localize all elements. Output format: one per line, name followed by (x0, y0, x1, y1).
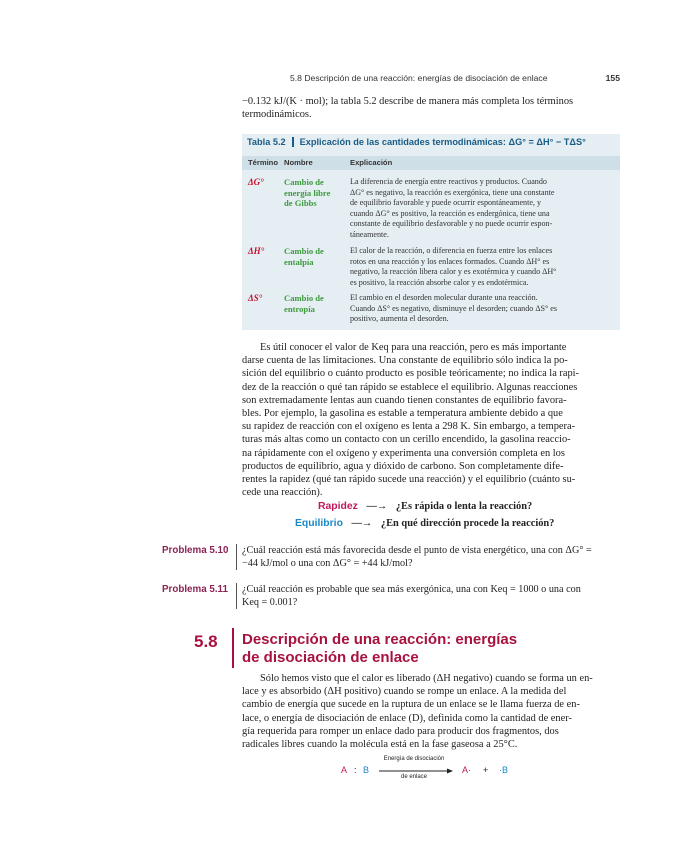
explanation-line: ΔG° es negativo, la reacción es exergónica, tiene una constante (350, 187, 555, 197)
section-line: Sólo hemos visto que el calor es liberado (ΔH negativo) cuando se forma un en- (260, 673, 593, 684)
paragraph-line: turas más altas como un contacto con un cerillo encendido, la gasolina reaccio- (242, 434, 571, 446)
section-paragraph (242, 672, 620, 751)
arrow-icon: —→ (351, 518, 373, 529)
explanation-line: constante de equilibrio desfavorable y no puede ocurrir espon- (350, 219, 553, 229)
problem-line: Keq = 0.001? (242, 597, 298, 608)
paragraph-line: bles. Por ejemplo, la gasolina es estable a temperatura ambiente debido a que (242, 408, 563, 420)
section-line: lace, o energía de disociación de enlace (D), definida como la cantidad de ener- (242, 712, 572, 724)
table-title: Explicación de las cantidades termodinámicas: ΔG° = ΔH° − TΔS° (299, 137, 586, 147)
problem-line: −44 kJ/mol o una con ΔG° = +44 kJ/mol? (242, 558, 413, 569)
explanation-line: El calor de la reacción, o diferencia en fuerza entre los enlaces (350, 246, 553, 255)
section-title-line: de disociación de enlace (242, 649, 419, 666)
table-header-row (242, 156, 620, 170)
explanation-cell (350, 293, 612, 325)
product-b: ·B (499, 765, 508, 775)
name-line: entalpía (284, 256, 314, 267)
plus-sign: + (483, 765, 489, 775)
name-line: de Gibbs (284, 198, 317, 209)
problem-5-11-text (236, 583, 620, 609)
table-header-name: Nombre (284, 158, 313, 167)
intro-text (242, 95, 620, 121)
explanation-line: rotos en una reacción y los enlaces formados. Cuando ΔH° es (350, 256, 550, 266)
arrow-label-top: Energía de disociación (383, 756, 445, 762)
name-line: Cambio de (284, 293, 324, 303)
rapidez-question: ¿Es rápida o lenta la reacción? (395, 501, 533, 512)
product-a: A· (462, 765, 471, 775)
table-number: Tabla 5.2 (247, 137, 294, 147)
equilibrium-line (295, 518, 554, 529)
section-line: radicales libres cuando la molécula está en la fase gaseosa a 25°C. (242, 739, 518, 751)
explanation-line: es positivo, la reacción absorbe calor y es endotérmica. (350, 277, 529, 287)
problem-line: ¿Cuál reacción es probable que sea más exergónica, una con Keq = 1000 o una con (242, 584, 581, 595)
term-delta-g: ΔG° (248, 177, 264, 187)
reactant-a: A (341, 765, 348, 775)
explanation-line: táneamente. (350, 229, 389, 239)
equilibrio-label: Equilibrio (295, 518, 343, 529)
problem-5-10-text (236, 544, 620, 570)
problem-5-11-label: Problema 5.11 (162, 584, 228, 595)
explanation-cell (350, 246, 612, 288)
name-cell (284, 177, 346, 209)
reactant-b: B (363, 765, 370, 775)
explanation-line: positivo, aumenta el desorden. (350, 314, 449, 324)
explanation-line: cuando ΔG° es positivo, la reacción es endergónica, tiene una (350, 208, 550, 218)
section-title (242, 631, 517, 667)
paragraph-line: rentes la rapidez (qué tan rápido sucede una reacción) y el equilibrio (cuánto su- (242, 474, 576, 486)
paragraph-line: su rapidez de reacción con el oxígeno es lenta a 298 K. Sin embargo, a tempera- (242, 421, 576, 433)
explanation-line: negativo, la reacción libera calor y es exotérmica y cuando ΔH° (350, 267, 557, 277)
arrow-label-bottom: de enlace (400, 774, 428, 780)
running-title: 5.8 Descripción de una reacción: energías de disociación de enlace (290, 73, 548, 83)
term-delta-h: ΔH° (248, 246, 265, 256)
explanation-line: de equilibrio favorable y puede ocurrir espontáneamente, y (350, 198, 542, 208)
equilibrio-question: ¿En qué dirección procede la reacción? (380, 518, 555, 529)
table-caption (247, 137, 586, 147)
section-title-line: Descripción de una reacción: energías (242, 631, 518, 648)
name-line: Cambio de (284, 246, 324, 256)
explanation-cell (350, 177, 612, 241)
paragraph-line: productos de equilibrio, agua y dióxido de carbono. Son completamente dife- (242, 460, 564, 472)
paragraph-line: sición del equilibrio o cuánto producto es posible teóricamente; no indica la rapi- (242, 368, 580, 380)
rapidez-label: Rapidez (318, 501, 358, 512)
paragraph-line: na rápidamente con el oxígeno y experimenta una conversión completa en los (242, 447, 565, 459)
paragraph-line: darse cuenta de las limitaciones. Una constante de equilibrio sólo indica la po- (242, 355, 568, 367)
paragraph-line: Es útil conocer el valor de Keq para una reacción, pero es más importante (260, 342, 567, 353)
rate-line (318, 501, 532, 512)
section-line: gía requerida para romper un enlace dado para producir dos fragmentos, dos (242, 725, 559, 737)
table-header-explanation: Explicación (350, 158, 393, 167)
name-line: entropía (284, 303, 315, 314)
arrow-icon: —→ (366, 501, 388, 512)
name-cell (284, 246, 346, 267)
dissociation-reaction (341, 756, 521, 783)
name-line: Cambio de (284, 177, 324, 187)
page-number: 155 (605, 73, 620, 83)
problem-line: ¿Cuál reacción está más favorecida desde el punto de vista energético, una con ΔG° = (242, 545, 592, 556)
name-cell (284, 293, 346, 314)
bond-pair: : (354, 765, 357, 775)
table-header-term: Término (248, 158, 278, 167)
table-5-2 (242, 134, 620, 330)
paragraph-line: cede una reacción). (242, 487, 323, 499)
problem-5-10-label: Problema 5.10 (162, 545, 229, 556)
section-line: cambio de energía que sucede en la ruptura de un enlace se le llama fuerza de en- (242, 699, 580, 711)
body-paragraph (242, 341, 620, 499)
explanation-line: El cambio en el desorden molecular durante una reacción. (350, 293, 538, 302)
explanation-line: La diferencia de energía entre reactivos y productos. Cuando (350, 177, 547, 186)
explanation-line: Cuando ΔS° es negativo, disminuye el desorden; cuando ΔS° es (350, 303, 558, 313)
section-number: 5.8 (194, 632, 218, 651)
term-delta-s: ΔS° (248, 293, 263, 303)
running-header (290, 73, 620, 83)
paragraph-line: dez de la reacción o qué tan rápido se establece el equilibrio. Algunas reacciones (242, 381, 578, 393)
name-line: energía libre (284, 187, 331, 198)
section-line: lace y es absorbido (ΔH positivo) cuando se rompe un enlace. A la medida del (242, 686, 567, 698)
intro-line: −0.132 kJ/(K · mol); la tabla 5.2 describe de manera más completa los términos (242, 96, 574, 107)
section-divider (232, 628, 234, 668)
intro-line: termodinámicos. (242, 109, 312, 121)
paragraph-line: son extremadamente lentas aun cuando tienen constantes de equilibrio favora- (242, 394, 567, 406)
